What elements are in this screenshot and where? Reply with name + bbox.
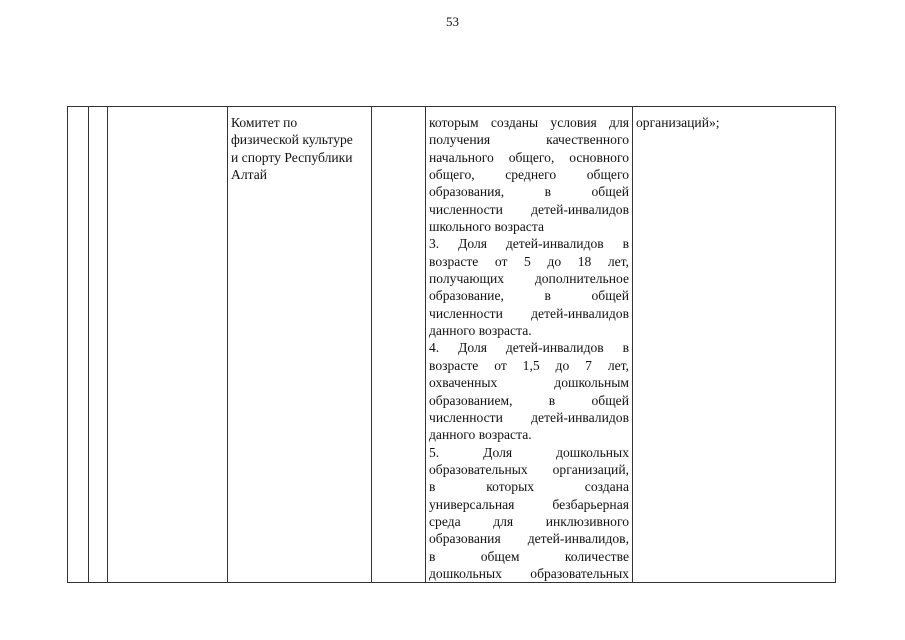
column-divider [425, 107, 426, 582]
text-line: физической культуре [231, 132, 353, 148]
indicator-text-line: образованием, в общей [429, 392, 629, 408]
indicator-text-line: получающих дополнительное [429, 271, 629, 287]
indicator-text-line: численности детей-инвалидов [429, 201, 629, 217]
text-line: организаций»; [636, 115, 720, 130]
indicator-text-line: охваченных дошкольным [429, 375, 629, 391]
indicator-text-line: образование, в общей [429, 288, 629, 304]
indicators-cell [429, 114, 629, 582]
last-column-cell [636, 114, 831, 131]
indicator-text-line: среда для инклюзивного [429, 513, 629, 529]
column-divider [88, 107, 89, 582]
page-number: 53 [446, 14, 459, 29]
indicator-text-line: начального общего, основного [429, 149, 629, 165]
indicator-text-line: в общем количестве [429, 548, 629, 564]
column-divider [371, 107, 372, 582]
indicator-text-line: образования детей-инвалидов, [429, 531, 629, 547]
indicator-text-line: общего, среднего общего [429, 167, 629, 183]
column-divider [227, 107, 228, 582]
column-divider [632, 107, 633, 582]
indicator-text-line: дошкольных образовательных [429, 565, 629, 581]
indicator-text-line: 4. Доля детей-инвалидов в [429, 340, 629, 356]
text-line: Алтай [231, 167, 268, 183]
responsible-executor-cell [231, 114, 369, 183]
indicator-text-line: универсальная безбарьерная [429, 496, 629, 512]
indicator-text-line: данного возраста. [429, 323, 532, 339]
indicator-text-line: получения качественного [429, 132, 629, 148]
indicator-text-line: образовательных организаций, [429, 461, 629, 477]
indicator-text-line: возрасте от 5 до 18 лет, [429, 253, 629, 269]
indicator-text-line: которым созданы условия для [429, 115, 629, 130]
indicator-text-line: данного возраста. [429, 427, 532, 443]
text-line: Комитет по [231, 115, 298, 130]
indicator-text-line: школьного возраста [429, 219, 544, 235]
indicator-text-line: 3. Доля детей-инвалидов в [429, 236, 629, 252]
text-line: и спорту Республики [231, 149, 353, 165]
indicator-text-line: возрасте от 1,5 до 7 лет, [429, 357, 629, 373]
document-table [67, 106, 836, 583]
indicator-text-line: 5. Доля дошкольных [429, 444, 629, 460]
column-divider [107, 107, 108, 582]
indicator-text-line: образования, в общей [429, 184, 629, 200]
indicator-text-line: в которых создана [429, 479, 629, 495]
indicator-text-line: численности детей-инвалидов [429, 409, 629, 425]
indicator-text-line: численности детей-инвалидов [429, 305, 629, 321]
